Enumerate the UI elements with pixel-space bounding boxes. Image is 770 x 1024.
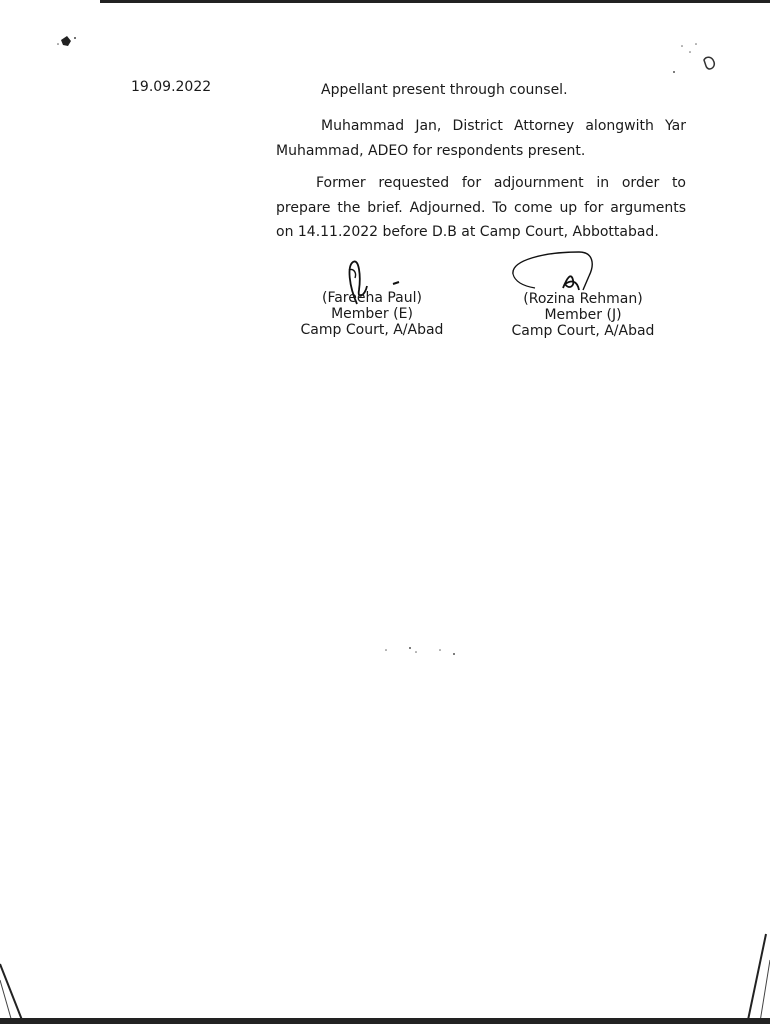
scan-bottom-edge [0, 1018, 770, 1024]
order-paragraph: Appellant present through counsel. [321, 82, 568, 98]
signatory-designation: Member (E) [331, 306, 413, 322]
signatory-designation: Member (J) [544, 307, 622, 323]
signatory-name: (Rozina Rehman) [523, 291, 643, 307]
scan-speck-icon [380, 644, 460, 658]
signatory-place: Camp Court, A/Abad [511, 323, 655, 339]
scan-speck-icon [55, 32, 81, 52]
signature-block-right [500, 291, 666, 339]
signature-block-left [290, 290, 454, 338]
scan-speck-icon [670, 38, 730, 78]
signatory-place: Camp Court, A/Abad [300, 322, 444, 338]
signatory-name: (Fareeha Paul) [321, 290, 422, 306]
order-paragraph: Former requested for adjournment in order to prepare the brief. Adjourned. To come up for arguments on 14.11.2022 before D.B at Camp Court, Abbottabad. [276, 175, 686, 240]
order-paragraph: Muhammad Jan, District Attorney alongwith Yar Muhammad, ADEO for respondents present. [276, 118, 686, 159]
scan-edge-shadow-icon [0, 960, 30, 1024]
order-date: 19.09.2022 [131, 79, 212, 95]
scan-top-edge [100, 0, 770, 3]
scan-edge-shadow-icon [740, 930, 770, 1024]
